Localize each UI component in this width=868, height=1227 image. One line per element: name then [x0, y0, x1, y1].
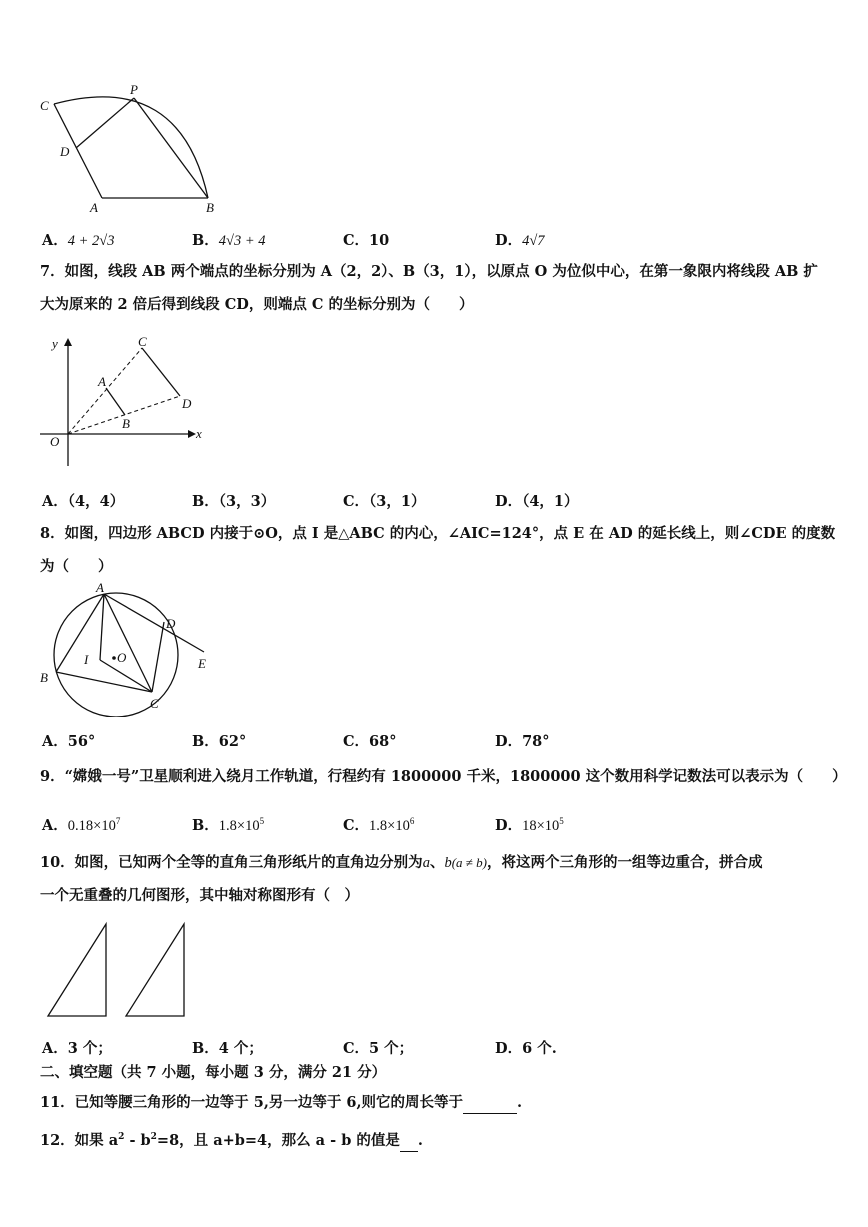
segment-CD	[142, 348, 180, 396]
segment-BC	[56, 672, 152, 692]
circle-O	[54, 593, 178, 717]
q8-option-a[interactable]: A．56°	[42, 733, 96, 750]
q7-text-line1: 7．如图，线段 AB 两个端点的坐标分别为 A（2，2）、B（3，1），以原点 O 为位似中心，在第一象限内将线段 AB 扩	[40, 263, 818, 280]
label-D: D	[182, 396, 192, 411]
q7-option-b[interactable]: B．（3，3）	[192, 493, 276, 510]
q12-answer-blank[interactable]	[400, 1131, 418, 1152]
segment-AB	[106, 388, 125, 415]
triangle-right	[126, 924, 184, 1016]
q9-option-b[interactable]: B．$1.8\times 10^5$	[192, 816, 265, 834]
q8-figure	[36, 582, 226, 717]
q8-text-line2: 为（ ）	[40, 558, 113, 575]
q10-option-a[interactable]: A．3 个；	[42, 1040, 112, 1057]
q7-option-c[interactable]: C．（3，1）	[343, 493, 426, 510]
label-O: O	[50, 434, 60, 449]
q8-option-c[interactable]: C．68°	[343, 733, 397, 750]
label-x: x	[196, 426, 202, 441]
q10-option-d[interactable]: D．6 个.	[495, 1040, 557, 1057]
q10-text-line1: 10．如图，已知两个全等的直角三角形纸片的直角边分别为a、b(a ≠ b)，将这两个三角形的一组等边重合，拼合成	[40, 854, 763, 871]
segment-AE	[104, 594, 204, 652]
q10-figure	[44, 920, 194, 1020]
q12-text: 12．如果 $a^2 - b^2=8$，且 a+b=4，那么 a - b 的值是 .	[40, 1127, 423, 1152]
q9-option-d[interactable]: D．$18\times 10^5$	[495, 816, 564, 834]
q8-option-d[interactable]: D．78°	[495, 733, 550, 750]
label-I: I	[84, 652, 89, 667]
label-C: C	[40, 98, 49, 113]
label-E: E	[198, 656, 206, 671]
label-C: C	[150, 696, 159, 711]
label-B: B	[206, 200, 214, 215]
q6-figure	[30, 80, 230, 215]
segment-AB	[56, 594, 104, 672]
label-y: y	[52, 336, 58, 351]
label-D: D	[60, 144, 70, 159]
q11-answer-blank[interactable]	[463, 1093, 517, 1114]
q6-option-d[interactable]: D．4√7	[495, 232, 545, 249]
triangle-left	[48, 924, 106, 1016]
q7-option-d[interactable]: D．（4，1）	[495, 493, 579, 510]
q10-option-b[interactable]: B．4 个；	[192, 1040, 263, 1057]
q6-option-a[interactable]: A．4 + 2√3	[42, 232, 115, 249]
section-2-heading: 二、填空题（共 7 小题，每小题 3 分，满分 21 分）	[40, 1064, 387, 1081]
q8-text-line1: 8．如图，四边形 ABCD 内接于⊙O，点 I 是△ABC 的内心，∠AIC=124°，点 E 在 AD 的延长线上，则∠CDE 的度数	[40, 525, 836, 542]
q7-option-a[interactable]: A．（4，4）	[42, 493, 125, 510]
y-axis-arrow	[64, 338, 72, 346]
x-axis-arrow	[188, 430, 196, 438]
q9-option-c[interactable]: C．$1.8\times 10^6$	[343, 816, 415, 834]
q6-option-c[interactable]: C．10	[343, 232, 390, 249]
segment-DP	[76, 98, 134, 148]
q7-text-line2: 大为原来的 2 倍后得到线段 CD，则端点 C 的坐标分别为（ ）	[40, 296, 474, 313]
label-B: B	[122, 416, 130, 431]
label-A: A	[98, 374, 106, 389]
q7-figure	[38, 332, 218, 472]
label-A: A	[90, 200, 98, 215]
q9-text: 9．“嫦娥一号”卫星顺利进入绕月工作轨道，行程约有 1800000 千米，1800000 这个数用科学记数法可以表示为（ ）	[40, 768, 847, 785]
label-P: P	[130, 82, 138, 97]
q10-text-line2: 一个无重叠的几何图形，其中轴对称图形有（ ）	[40, 887, 359, 904]
segment-PB	[134, 98, 208, 198]
center-dot	[112, 656, 116, 660]
q11-text: 11．已知等腰三角形的一边等于 5,另一边等于 6,则它的周长等于 .	[40, 1093, 522, 1114]
label-B: B	[40, 670, 48, 685]
q6-option-b[interactable]: B．4√3 + 4	[192, 232, 266, 249]
label-D: D	[166, 616, 176, 631]
q9-option-a[interactable]: A．$0.18\times 10^7$	[42, 816, 121, 834]
segment-IA	[100, 594, 104, 660]
q8-option-b[interactable]: B．62°	[192, 733, 247, 750]
ray-OC	[68, 348, 142, 434]
label-O: O	[117, 650, 127, 665]
q10-option-c[interactable]: C．5 个；	[343, 1040, 414, 1057]
segment-DC	[152, 622, 164, 692]
label-C: C	[138, 334, 147, 349]
label-A: A	[96, 582, 104, 595]
